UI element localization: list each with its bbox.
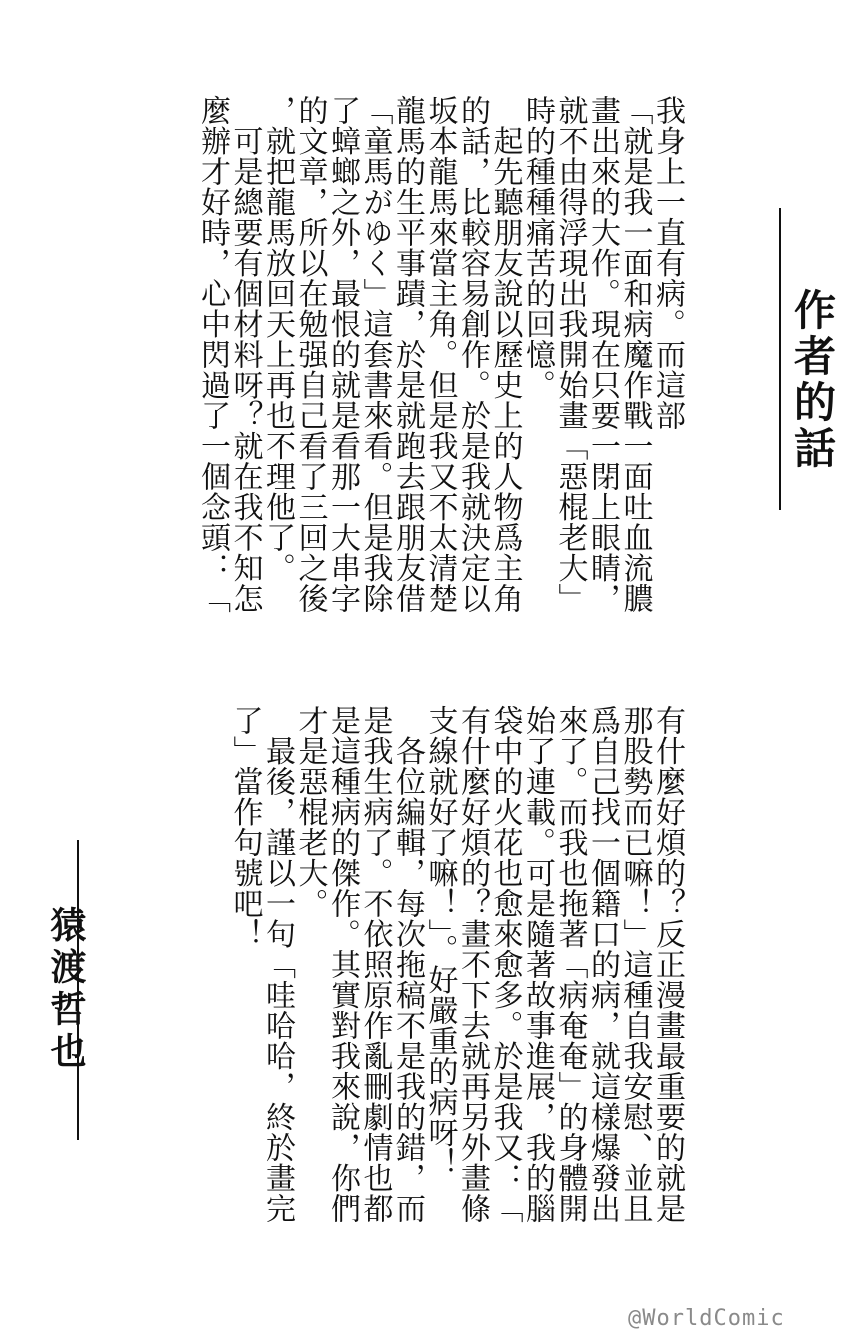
page-title: 作者的話: [788, 288, 837, 472]
essay-section-top: 我身上一直有病。而這部 「就是我一面和病魔作戰一面吐血流膿 畫出來的大作。現在只要一閉上眼睛， 就不由得浮現出我開始畫「惡棍老大」 時的種種痛苦的回憶。 起先聽朋友說以歷史上的人物爲主角 的話，比較容易創作。於是我就決定以 坂本龍馬來當主角。但是我又不太清楚 龍馬的生平事蹟，於是就跑去跟朋友借 「童馬がゆく」這套書來看。但是我除 了蟑螂之外，最恨的就是看那一大串字 的文章，所以在勉强自己看了三回之後 ，就把龍馬放回天上再也不理他了。 可是總要有個材料呀？就在我不知怎 麼辦才好時，心中閃過了一個念頭：「: [195, 95, 685, 614]
title-rule: [779, 208, 781, 510]
author-name: 猿渡哲也: [45, 906, 86, 1074]
essay-section-bottom: 有什麼好煩的？反正漫畫最重要的就是 那股勢而已嘛！」這種自我安慰、並且 爲自己找一個籍口的病，就這樣爆發出 來了。而我也拖著「病奄奄」的身體開 始了連載。可是隨著故事進展，我的腦 袋中的火花也愈來愈多。於是我又：「 有什麼好煩的？畫不下去就再另外畫條 支線就好了嘛！」。好嚴重的病呀！ 各位編輯，每次拖稿不是我的錯，而 是我生病了。不依照原作亂刪劇情也都 是這種病的傑作。其實對我來說，你們 才是惡棍老大。 最後，謹以一句「哇哈哈，終於畫完 了」當作句號吧！: [227, 705, 685, 1224]
watermark: @WorldComic: [628, 1306, 785, 1331]
